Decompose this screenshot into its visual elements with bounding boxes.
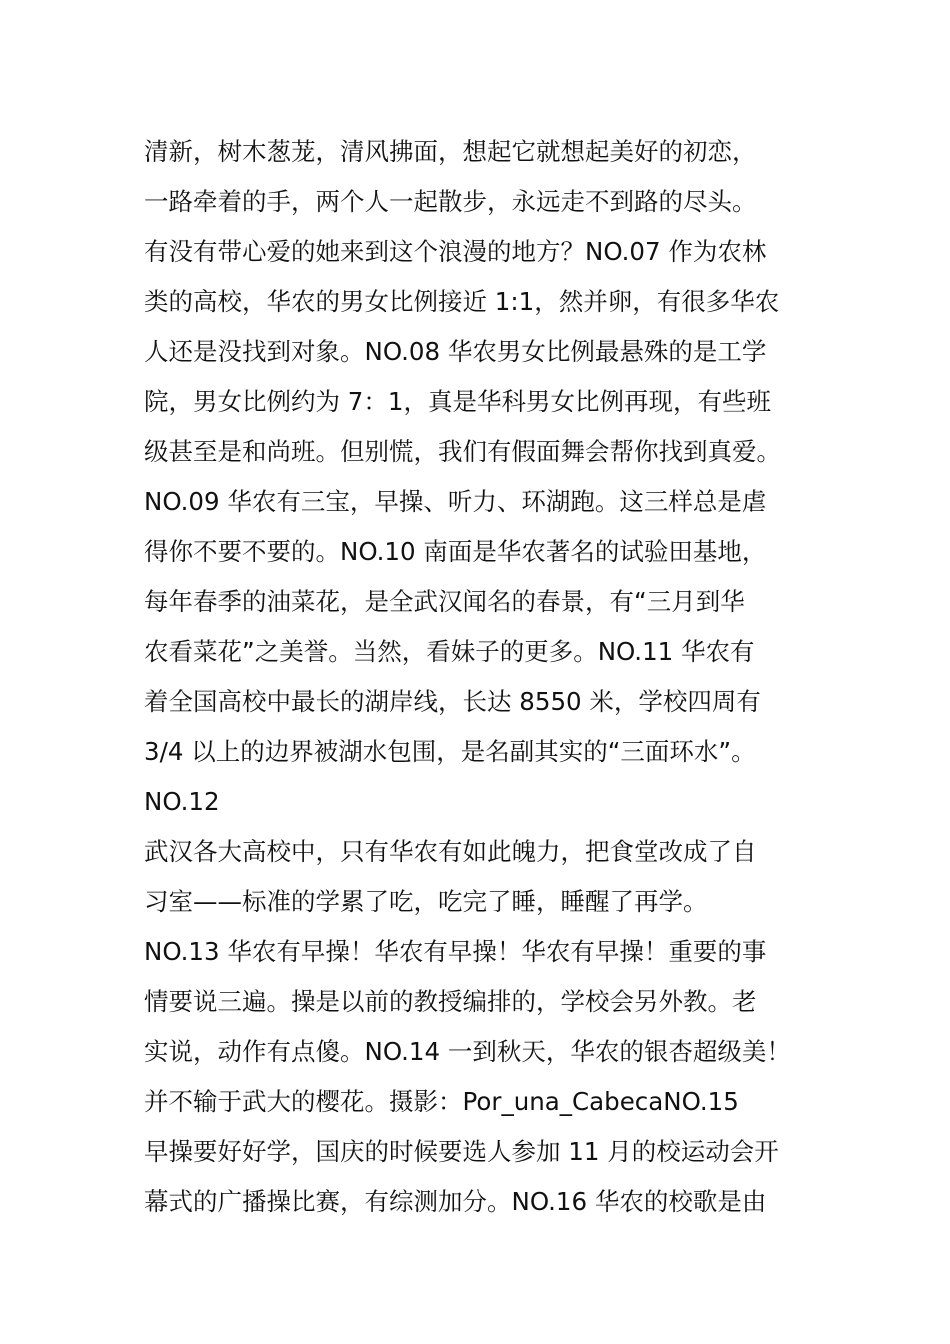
text-line-11: 农看菜花”之美誉。当然，看妹子的更多。NO.11 华农有	[144, 637, 755, 666]
text-line-18: 情要说三遍。操是以前的教授编排的，学校会另外教。老	[144, 987, 757, 1016]
text-line-20: 并不输于武大的樱花。摄影：Por_una_CabecaNO.15	[144, 1087, 739, 1116]
text-line-8: NO.09 华农有三宝，早操、听力、环湖跑。这三样总是虐	[144, 487, 767, 516]
text-line-10: 每年春季的油菜花，是全武汉闻名的春景，有“三月到华	[144, 587, 745, 616]
text-line-9: 得你不要不要的。NO.10 南面是华农著名的试验田基地，	[144, 537, 767, 566]
text-line-7: 级甚至是和尚班。但别慌，我们有假面舞会帮你找到真爱。	[144, 437, 781, 466]
text-line-12: 着全国高校中最长的湖岸线，长达 8550 米，学校四周有	[144, 687, 761, 716]
text-line-13: 3/4 以上的边界被湖水包围，是名副其实的“三面环水”。	[144, 737, 756, 766]
text-line-17: NO.13 华农有早操！华农有早操！华农有早操！重要的事	[144, 937, 767, 966]
text-line-14: NO.12	[144, 787, 220, 816]
text-line-5: 人还是没找到对象。NO.08 华农男女比例最悬殊的是工学	[144, 337, 767, 366]
text-line-4: 类的高校，华农的男女比例接近 1:1，然并卵，有很多华农	[144, 287, 780, 316]
text-line-21: 早操要好好学，国庆的时候要选人参加 11 月的校运动会开	[144, 1137, 779, 1166]
text-line-6: 院，男女比例约为 7：1，真是华科男女比例再现，有些班	[144, 387, 771, 416]
text-line-16: 习室——标准的学累了吃，吃完了睡，睡醒了再学。	[144, 887, 708, 916]
text-line-19: 实说，动作有点傻。NO.14 一到秋天，华农的银杏超级美！	[144, 1037, 791, 1066]
text-line-2: 一路牵着的手，两个人一起散步，永远走不到路的尽头。	[144, 187, 757, 216]
text-line-3: 有没有带心爱的她来到这个浪漫的地方？NO.07 作为农林	[144, 237, 767, 266]
text-line-22: 幕式的广播操比赛，有综测加分。NO.16 华农的校歌是由	[144, 1187, 767, 1216]
text-line-15: 武汉各大高校中，只有华农有如此魄力，把食堂改成了自	[144, 837, 757, 866]
text-line-1: 清新，树木葱茏，清风拂面，想起它就想起美好的初恋，	[144, 137, 757, 166]
body-text	[144, 127, 824, 1227]
